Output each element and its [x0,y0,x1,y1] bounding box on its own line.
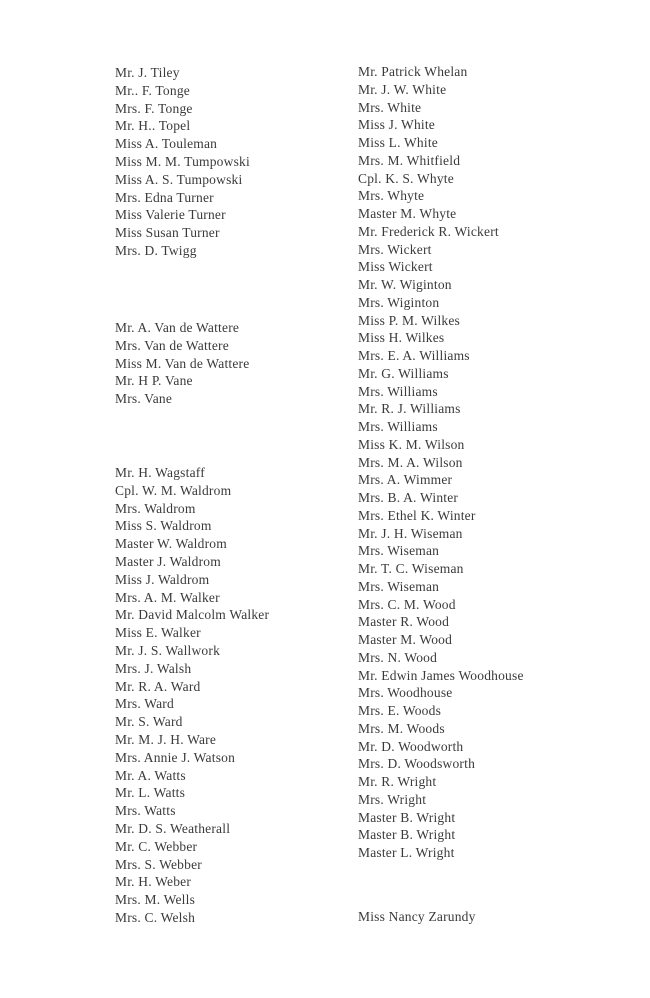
list-item: Miss Susan Turner [115,225,220,241]
list-item: Mr. R. J. Williams [358,401,461,417]
list-item: Mrs. Watts [115,803,176,819]
list-item: Mrs. M. Woods [358,720,445,736]
group-w-left [115,464,269,927]
list-item: Mr. R. Wright [358,774,437,789]
list-item: Miss E. Walker [115,625,201,641]
group-t [115,64,250,260]
group-v [115,319,249,408]
list-item: Mrs. Wiseman [358,543,440,559]
list-item: Mr. David Malcolm Walker [115,607,270,623]
list-item: Mrs. M. A. Wilson [358,454,463,470]
list-item: Mrs. White [358,99,422,115]
list-item: Mrs. Edna Turner [115,189,214,205]
list-item: Mrs. Wright [358,791,427,807]
list-item: Miss Wickert [358,259,433,275]
list-item: Mr. R. A. Ward [115,678,201,694]
list-item: Mrs. C. M. Wood [358,596,456,612]
list-item: Mrs. Van de Wattere [115,337,229,353]
list-item: Master M. Whyte [358,206,457,221]
list-item: Miss L. White [358,135,438,150]
list-item: Mr. J. S. Wallwork [115,642,221,658]
list-item: Mrs. Williams [358,383,438,399]
list-item: Mrs. C. Welsh [115,909,196,925]
list-item: Mr. T. C. Wiseman [358,561,464,576]
list-item: Miss M. M. Tumpowski [115,153,250,169]
list-item: Mrs. E. A. Williams [358,348,470,363]
list-item: Mrs. Ethel K. Winter [358,507,476,523]
list-item: Mr. L. Watts [115,785,186,801]
list-item: Mrs. Waldrom [115,500,196,516]
list-item: Mr. H.. Topel [115,118,191,134]
list-item: Miss J. White [358,117,435,133]
list-item: Mr.. F. Tonge [115,82,190,98]
list-item: Cpl. K. S. Whyte [358,170,454,186]
list-item: Mr. D. S. Weatherall [115,820,231,836]
list-item: Miss Nancy Zarundy [358,909,476,924]
list-item: Mrs. E. Woods [358,703,442,718]
list-item: Mrs. F. Tonge [115,100,193,116]
list-item: Mr. D. Woodworth [358,738,464,754]
list-item: Mrs. J. Walsh [115,660,192,676]
list-item: Mrs. Vane [115,391,173,407]
list-item: Master R. Wood [358,614,450,630]
list-item: Mr. Edwin James Woodhouse [358,667,524,683]
list-item: Mr. H. Weber [115,874,192,890]
list-item: Master B. Wright [358,809,456,825]
list-item: Cpl. W. M. Waldrom [115,482,232,498]
list-item: Mrs. N. Wood [358,649,438,665]
group-w-right [358,63,524,862]
list-item: Mr. A. Van de Wattere [115,320,240,335]
list-item: Mr. Patrick Whelan [358,64,468,79]
list-item: Master J. Waldrom [115,553,221,569]
list-item: Master B. Wright [358,827,456,843]
list-item: Mr. M. J. H. Ware [115,731,217,747]
list-item: Miss A. Touleman [115,136,218,152]
list-item: Mrs. Wiginton [358,294,440,310]
list-item: Mr. C. Webber [115,838,198,854]
list-item: Miss M. Van de Wattere [115,355,250,371]
list-item: Mrs. Wickert [358,241,432,257]
list-item: Mrs. Woodhouse [358,685,453,701]
list-item: Mr. W. Wiginton [358,277,452,292]
list-item: Mr. J. W. White [358,81,447,97]
list-item: Mr. H. Wagstaff [115,465,205,480]
list-item: Mr. J. Tiley [115,65,180,80]
list-item: Mrs. Whyte [358,188,425,204]
list-item: Mrs. Williams [358,419,438,434]
list-item: Mrs. A. Wimmer [358,472,453,488]
list-item: Mrs. Wiseman [358,578,440,594]
list-item: Mrs. S. Webber [115,856,202,872]
list-item: Mrs. M. Wells [115,892,196,908]
list-item: Master L. Wright [358,845,455,860]
list-item: Mrs. D. Woodsworth [358,756,476,772]
list-item: Mrs. M. Whitfield [358,152,461,168]
list-item: Miss J. Waldrom [115,571,210,587]
list-item: Mr. J. H. Wiseman [358,525,463,541]
list-item: Mrs. Annie J. Watson [115,749,236,765]
list-item: Mr. Frederick R. Wickert [358,223,499,239]
list-item: Mrs. A. M. Walker [115,589,220,605]
list-item: Miss Valerie Turner [115,207,226,223]
list-item: Mrs. D. Twigg [115,242,197,258]
list-item: Mrs. Ward [115,696,174,712]
list-item: Mrs. B. A. Winter [358,490,459,505]
group-z [358,908,476,926]
list-item: Mr. H P. Vane [115,373,193,389]
list-item: Mr. G. Williams [358,365,449,381]
list-item: Mr. A. Watts [115,767,186,783]
list-item: Miss H. Wilkes [358,330,445,346]
list-item: Master W. Waldrom [115,536,227,552]
list-item: Master M. Wood [358,632,453,647]
list-item: Miss S. Waldrom [115,518,212,534]
list-item: Miss A. S. Tumpowski [115,171,243,187]
list-item: Mr. S. Ward [115,714,183,730]
list-item: Miss K. M. Wilson [358,436,465,452]
list-item: Miss P. M. Wilkes [358,312,461,328]
